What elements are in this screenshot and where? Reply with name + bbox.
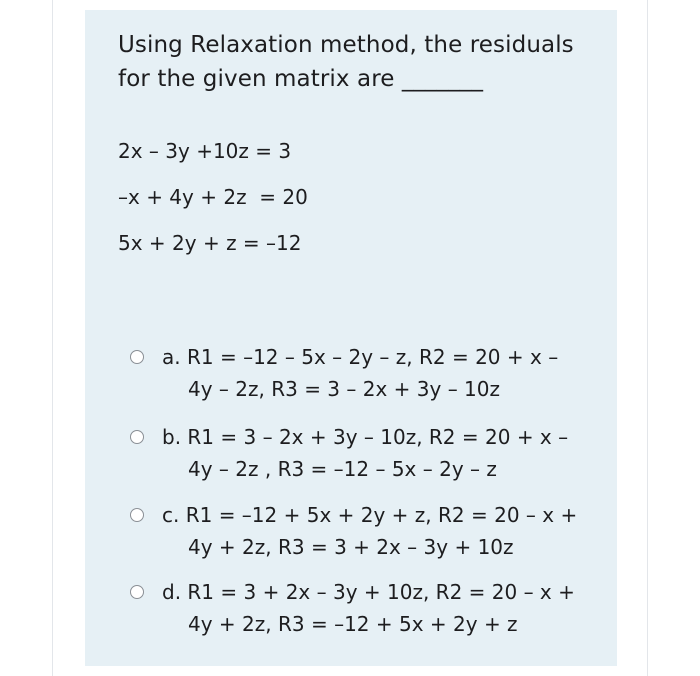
option-b-radio[interactable]	[130, 430, 144, 444]
question-line-2: for the given matrix are _______	[118, 66, 484, 92]
option-d-label-line-1: d. R1 = 3 + 2x – 3y + 10z, R2 = 20 – x +	[162, 580, 575, 604]
equation-1: 2x – 3y +10z = 3	[118, 139, 292, 163]
option-b-label-line-2: 4y – 2z , R3 = –12 – 5x – 2y – z	[188, 457, 497, 481]
option-b-label-line-1: b. R1 = 3 – 2x + 3y – 10z, R2 = 20 + x –	[162, 425, 569, 449]
equation-2: –x + 4y + 2z = 20	[118, 185, 308, 209]
question-line-1: Using Relaxation method, the residuals	[118, 32, 574, 58]
question-card	[85, 10, 617, 666]
option-c-label-line-1: c. R1 = –12 + 5x + 2y + z, R2 = 20 – x +	[162, 503, 578, 527]
question-text	[118, 28, 608, 96]
equation-3: 5x + 2y + z = –12	[118, 231, 302, 255]
option-d-radio[interactable]	[130, 585, 144, 599]
option-a-label-line-2: 4y – 2z, R3 = 3 – 2x + 3y – 10z	[188, 377, 501, 401]
option-c-label-line-2: 4y + 2z, R3 = 3 + 2x – 3y + 10z	[188, 535, 514, 559]
option-d-label-line-2: 4y + 2z, R3 = –12 + 5x + 2y + z	[188, 612, 518, 636]
option-c-radio[interactable]	[130, 508, 144, 522]
option-a-radio[interactable]	[130, 350, 144, 364]
option-a-label-line-1: a. R1 = –12 – 5x – 2y – z, R2 = 20 + x –	[162, 345, 559, 369]
